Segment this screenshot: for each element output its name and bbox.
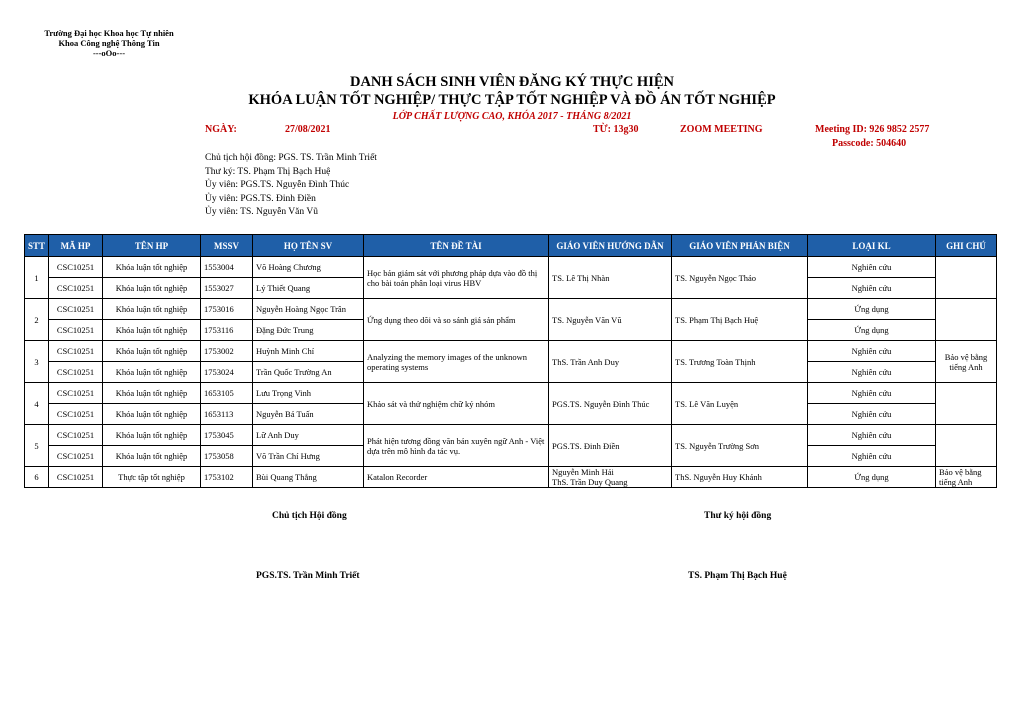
document-subtitle: LỚP CHẤT LƯỢNG CAO, KHÓA 2017 - THÁNG 8/2021 <box>392 111 632 122</box>
university-name: Trường Đại học Khoa học Tự nhiên <box>44 28 174 38</box>
cell-thesis-type: Ứng dụng <box>808 320 936 341</box>
council-members <box>205 152 377 220</box>
cell-reviewer: TS. Lê Văn Luyện <box>672 383 808 425</box>
header-de-tai: TÊN ĐỀ TÀI <box>364 235 549 257</box>
cell-advisor: TS. Nguyễn Văn Vũ <box>549 299 672 341</box>
cell-mssv: 1753058 <box>201 446 253 467</box>
cell-reviewer: TS. Nguyễn Ngọc Thảo <box>672 257 808 299</box>
cell-note <box>936 383 997 425</box>
cell-thesis-type: Nghiên cứu <box>808 362 936 383</box>
cell-student-name: Huỳnh Minh Chí <box>253 341 364 362</box>
cell-student-name: Đặng Đức Trung <box>253 320 364 341</box>
cell-note: Bảo vệ bằng tiếng Anh <box>936 341 997 383</box>
cell-mssv: 1753116 <box>201 320 253 341</box>
cell-note <box>936 425 997 467</box>
meeting-platform: ZOOM MEETING <box>680 124 763 135</box>
secretary-signature-name: TS. Phạm Thị Bạch Huệ <box>688 571 787 581</box>
cell-ma-hp: CSC10251 <box>49 278 103 299</box>
cell-note <box>936 257 997 299</box>
cell-ten-hp: Khóa luận tốt nghiệp <box>103 278 201 299</box>
table-row <box>25 383 997 404</box>
council-member: Ủy viên: TS. Nguyễn Văn Vũ <box>205 207 318 217</box>
cell-mssv: 1753002 <box>201 341 253 362</box>
cell-thesis-type: Ứng dụng <box>808 467 936 488</box>
cell-ten-hp: Thực tập tốt nghiệp <box>103 467 201 488</box>
cell-thesis-type: Nghiên cứu <box>808 404 936 425</box>
meeting-id: Meeting ID: 926 9852 2577 <box>815 124 930 135</box>
header-ghi-chu: GHI CHÚ <box>936 235 997 257</box>
cell-ma-hp: CSC10251 <box>49 341 103 362</box>
header-ho-ten: HỌ TÊN SV <box>253 235 364 257</box>
council-member: Ủy viên: PGS.TS. Nguyễn Đình Thúc <box>205 180 350 190</box>
cell-mssv: 1553004 <box>201 257 253 278</box>
cell-ma-hp: CSC10251 <box>49 362 103 383</box>
cell-student-name: Võ Trần Chí Hưng <box>253 446 364 467</box>
date-label: NGÀY: <box>205 124 237 135</box>
table-row <box>25 341 997 362</box>
cell-ma-hp: CSC10251 <box>49 320 103 341</box>
cell-advisor: TS. Lê Thị Nhàn <box>549 257 672 299</box>
secretary-signature-title: Thư ký hội đồng <box>704 511 772 521</box>
council-secretary: Thư ký: TS. Phạm Thị Bạch Huệ <box>205 166 331 177</box>
table-row <box>25 257 997 278</box>
org-divider: ---oOo--- <box>92 48 126 58</box>
faculty-name: Khoa Công nghệ Thông Tin <box>58 38 160 48</box>
header-ma-hp: MÃ HP <box>49 235 103 257</box>
cell-topic: Khảo sát và thử nghiệm chữ ký nhóm <box>364 383 549 425</box>
cell-ten-hp: Khóa luận tốt nghiệp <box>103 425 201 446</box>
cell-stt: 1 <box>25 257 49 299</box>
cell-ten-hp: Khóa luận tốt nghiệp <box>103 257 201 278</box>
document-title-line1: DANH SÁCH SINH VIÊN ĐĂNG KÝ THỰC HIỆN <box>349 74 674 90</box>
cell-mssv: 1753024 <box>201 362 253 383</box>
header-stt: STT <box>25 235 49 257</box>
table-row <box>25 467 997 488</box>
student-table <box>24 234 997 488</box>
cell-reviewer: TS. Nguyễn Trường Sơn <box>672 425 808 467</box>
cell-reviewer: TS. Trương Toàn Thịnh <box>672 341 808 383</box>
cell-thesis-type: Nghiên cứu <box>808 341 936 362</box>
cell-ten-hp: Khóa luận tốt nghiệp <box>103 320 201 341</box>
cell-mssv: 1753016 <box>201 299 253 320</box>
cell-mssv: 1653105 <box>201 383 253 404</box>
header-loai: LOẠI KL <box>808 235 936 257</box>
cell-ma-hp: CSC10251 <box>49 383 103 404</box>
cell-advisor: ThS. Trần Anh Duy <box>549 341 672 383</box>
cell-topic: Katalon Recorder <box>364 467 549 488</box>
cell-topic: Phát hiện tương đồng văn bản xuyên ngữ Anh - Việt dựa trên mô hình đa tác vụ. <box>364 425 549 467</box>
cell-ten-hp: Khóa luận tốt nghiệp <box>103 446 201 467</box>
cell-thesis-type: Nghiên cứu <box>808 257 936 278</box>
cell-thesis-type: Nghiên cứu <box>808 425 936 446</box>
council-member: Ủy viên: PGS.TS. Đinh Điền <box>205 193 316 204</box>
cell-ma-hp: CSC10251 <box>49 446 103 467</box>
cell-thesis-type: Nghiên cứu <box>808 278 936 299</box>
cell-ma-hp: CSC10251 <box>49 425 103 446</box>
meeting-passcode: Passcode: 504640 <box>832 138 907 149</box>
cell-ma-hp: CSC10251 <box>49 299 103 320</box>
cell-student-name: Lưu Trọng Vinh <box>253 383 364 404</box>
cell-ma-hp: CSC10251 <box>49 404 103 425</box>
cell-student-name: Lý Thiết Quang <box>253 278 364 299</box>
cell-mssv: 1753102 <box>201 467 253 488</box>
cell-student-name: Trần Quốc Trường An <box>253 362 364 383</box>
cell-stt: 5 <box>25 425 49 467</box>
cell-topic: Analyzing the memory images of the unknown operating systems <box>364 341 549 383</box>
cell-stt: 4 <box>25 383 49 425</box>
cell-ten-hp: Khóa luận tốt nghiệp <box>103 383 201 404</box>
table-header-row <box>25 235 997 257</box>
chair-signature-title: Chủ tịch Hội đồng <box>272 511 347 521</box>
cell-ten-hp: Khóa luận tốt nghiệp <box>103 404 201 425</box>
header-mssv: MSSV <box>201 235 253 257</box>
document-title-line2: KHÓA LUẬN TỐT NGHIỆP/ THỰC TẬP TỐT NGHIỆP VÀ ĐỒ ÁN TỐT NGHIỆP <box>248 92 776 108</box>
cell-student-name: Nguyễn Bá Tuấn <box>253 404 364 425</box>
cell-topic: Học bán giám sát với phương pháp dựa vào đồ thị cho bài toán phân loại virus HBV <box>364 257 549 299</box>
cell-advisor: PGS.TS. Đinh Điền <box>549 425 672 467</box>
cell-mssv: 1653113 <box>201 404 253 425</box>
cell-ten-hp: Khóa luận tốt nghiệp <box>103 362 201 383</box>
cell-ten-hp: Khóa luận tốt nghiệp <box>103 299 201 320</box>
cell-mssv: 1553027 <box>201 278 253 299</box>
header-gvpb: GIÁO VIÊN PHẢN BIỆN <box>672 235 808 257</box>
start-time: TỪ: 13g30 <box>593 124 639 135</box>
cell-student-name: Võ Hoàng Chương <box>253 257 364 278</box>
cell-thesis-type: Ứng dụng <box>808 299 936 320</box>
cell-topic: Ứng dụng theo dõi và so sánh giá sản phẩm <box>364 299 549 341</box>
cell-mssv: 1753045 <box>201 425 253 446</box>
cell-reviewer: ThS. Nguyễn Huy Khánh <box>672 467 808 488</box>
cell-advisor: Nguyễn Minh Hải ThS. Trần Duy Quang <box>549 467 672 488</box>
table-row <box>25 299 997 320</box>
cell-student-name: Nguyễn Hoàng Ngọc Trân <box>253 299 364 320</box>
date-value: 27/08/2021 <box>285 124 331 135</box>
header-ten-hp: TÊN HP <box>103 235 201 257</box>
council-chair: Chủ tịch hội đồng: PGS. TS. Trần Minh Triết <box>205 153 377 163</box>
cell-student-name: Bùi Quang Thắng <box>253 467 364 488</box>
organization-header <box>44 28 174 58</box>
table-row <box>25 425 997 446</box>
cell-note <box>936 299 997 341</box>
chair-signature-name: PGS.TS. Trần Minh Triết <box>256 571 360 581</box>
cell-stt: 3 <box>25 341 49 383</box>
cell-ten-hp: Khóa luận tốt nghiệp <box>103 341 201 362</box>
cell-stt: 2 <box>25 299 49 341</box>
cell-ma-hp: CSC10251 <box>49 257 103 278</box>
cell-thesis-type: Nghiên cứu <box>808 446 936 467</box>
cell-advisor: PGS.TS. Nguyễn Đình Thúc <box>549 383 672 425</box>
cell-reviewer: TS. Phạm Thị Bạch Huệ <box>672 299 808 341</box>
header-gvhd: GIÁO VIÊN HƯỚNG DẪN <box>549 235 672 257</box>
cell-note: Bảo vệ bằng tiếng Anh <box>936 467 997 488</box>
cell-ma-hp: CSC10251 <box>49 467 103 488</box>
cell-thesis-type: Nghiên cứu <box>808 383 936 404</box>
cell-student-name: Lữ Anh Duy <box>253 425 364 446</box>
cell-stt: 6 <box>25 467 49 488</box>
